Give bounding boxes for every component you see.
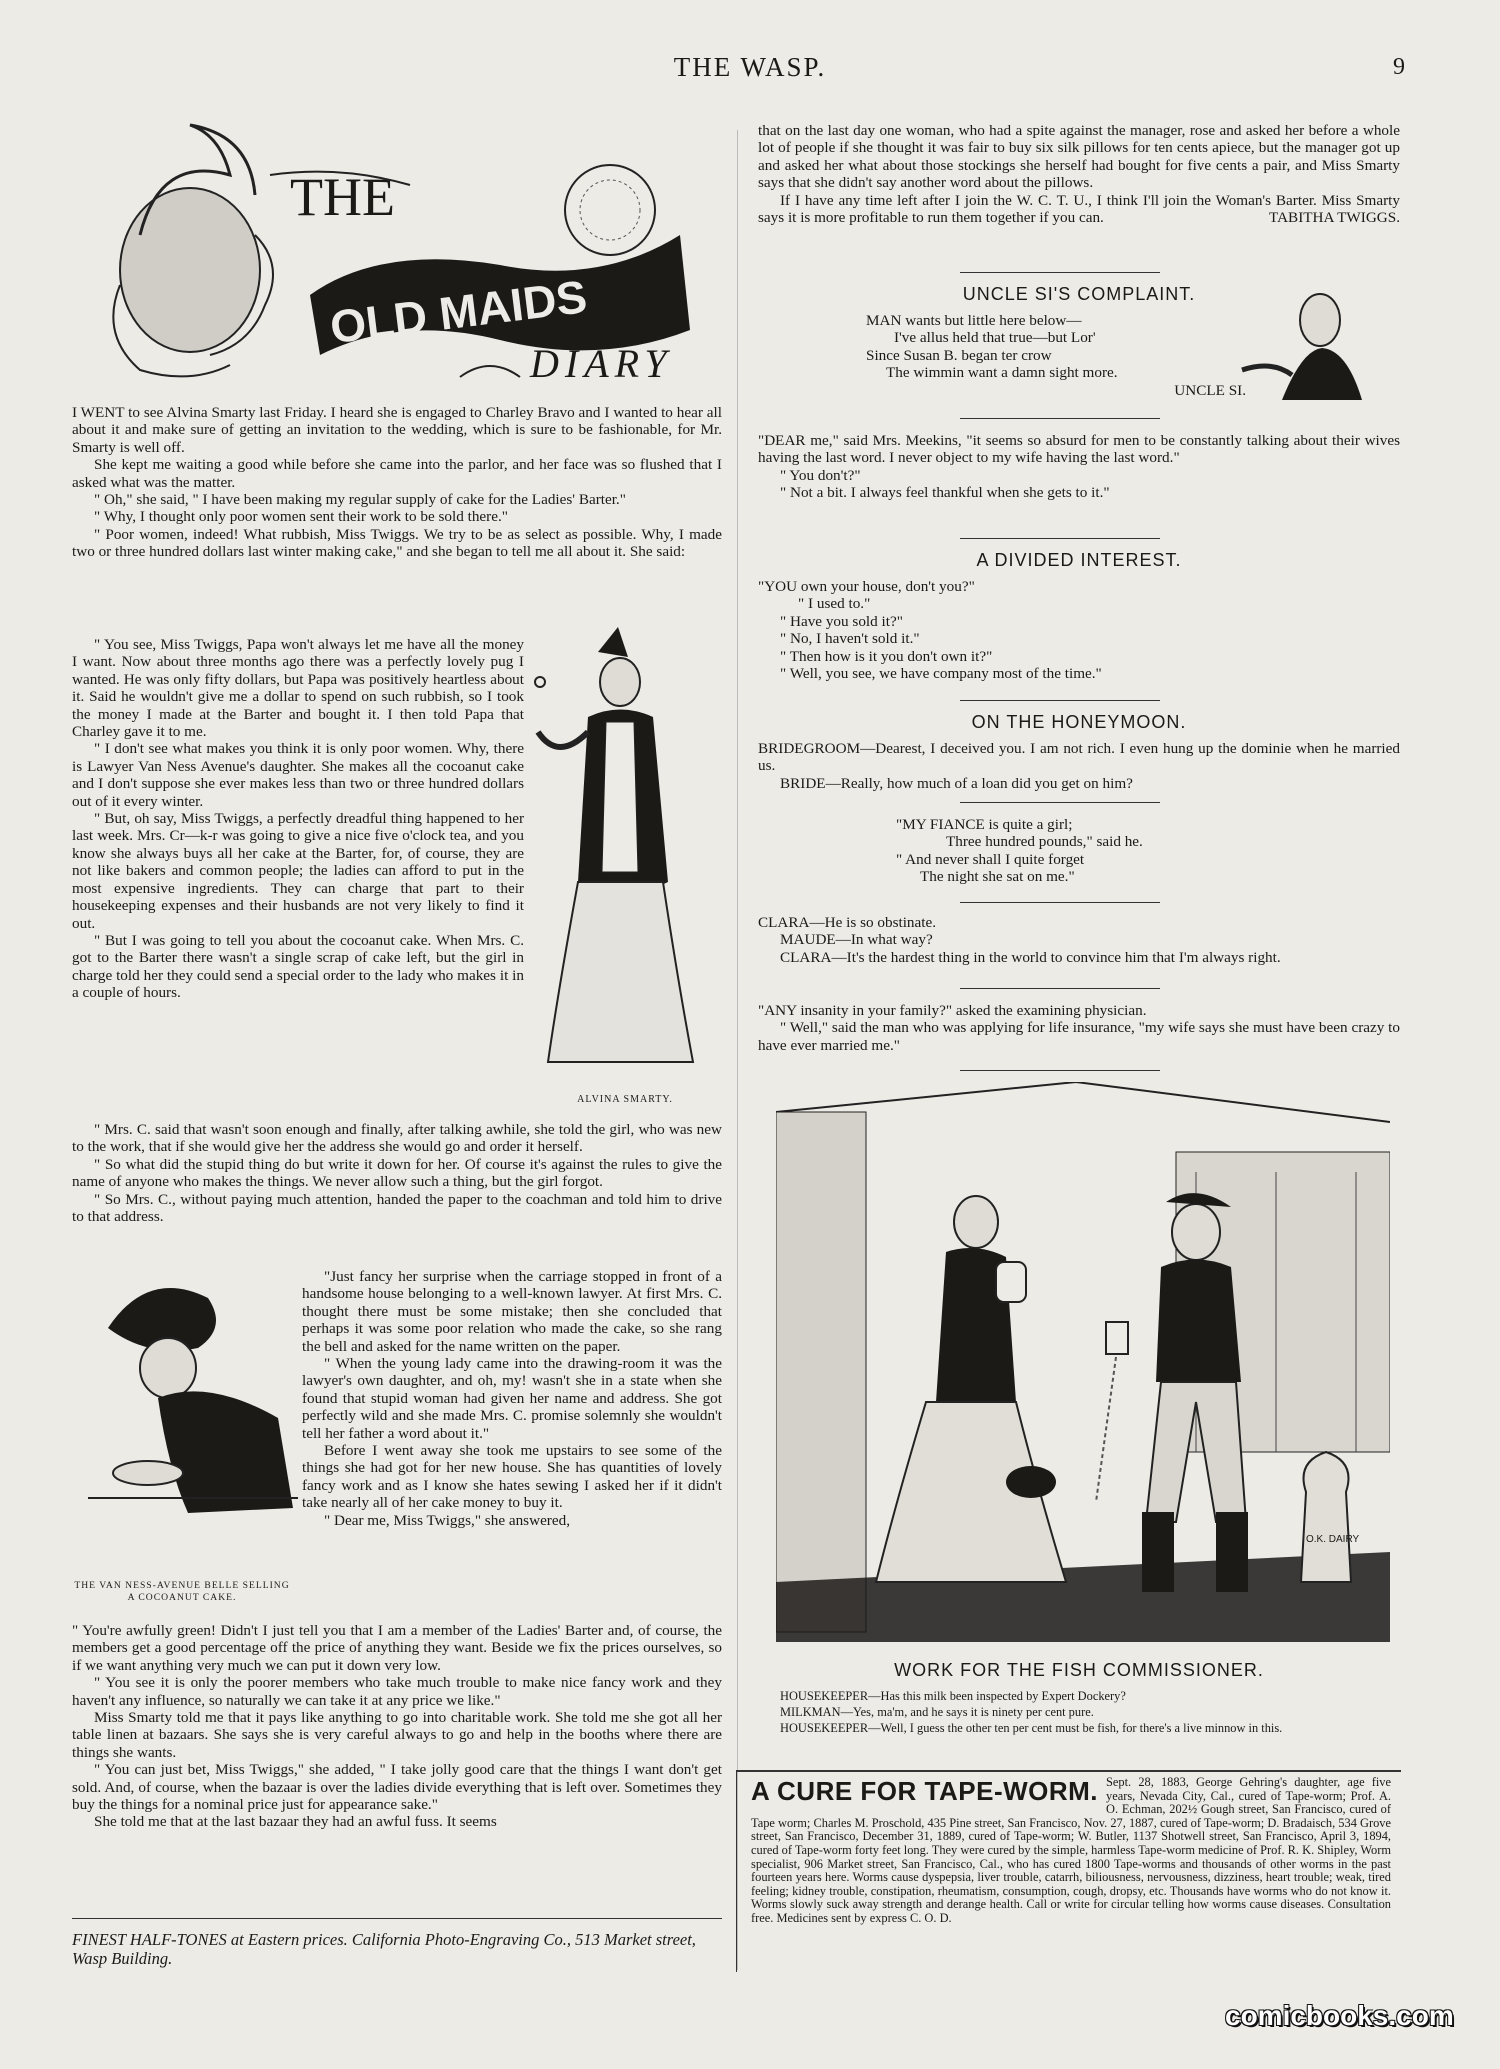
joke-line: " Well," said the man who was applying for life insurance, "my wife says she must have been crazy to have ever married me." [758,1019,1400,1054]
diary-paragraph: " You can just bet, Miss Twiggs," she added, " I take jolly good care that the things I want don't get sold. And, of course, when the bazaar is over the ladies divide everything that is left over. Sometimes they buy the things for a nominal price just for appearance sake." [72,1761,722,1814]
poem-line: Three hundred pounds," said he. [946,833,1143,851]
diary-paragraph: " I don't see what makes you think it is only poor women. Why, there is Lawyer Van Ness Avenue's daughter. She makes all the cocoanut cake and I don't suppose she ever makes less than two or three hundred dollars out of it every winter. [72,740,524,810]
insanity-joke [758,1002,1400,1054]
right-column [758,122,1400,227]
diary-paragraph: " You're awfully green! Didn't I just tell you that I am a member of the Ladies' Barter and, of course, the members get a good percentage off the price of anything they want. Beside we fix the prices ourselves, so if we want anything very much we can put it down very low. [72,1622,722,1674]
divided-interest-title: A DIVIDED INTEREST. [976,550,1182,570]
masthead-title-sub: DIARY [530,341,673,386]
divider-4 [960,700,1160,701]
diary-paragraph: " But, oh say, Miss Twiggs, a perfectly dreadful thing happened to her last week. Mrs. Cr—k-r was going to give a nice five o'clock tea, and you know she always buys all her cake at the Barter, for, of course, they are not like bakers and common people; the ladies can afford to put in the most expensive ingredients. They can charge that part to their housekeeping expenses and their husbands are not very likely to find it out. [72,810,524,932]
poem-line: " And never shall I quite forget [896,850,1085,868]
joke-line: " You don't?" [780,466,861,484]
diary-paragraph: " When the young lady came into the drawing-room it was the lawyer's own daughter, and oh, my! wasn't she in a state when she found that stupid woman had given her name and address. She got perfectly wild and she made Mrs. C. promise solemnly she wouldn't tell her father a word about it." [302,1355,722,1442]
watermark: comicbooks.com [1225,2000,1454,2031]
cartoon-dialog [758,1688,1400,1736]
caption-vanness: THE VAN NESS-AVENUE BELLE SELLING A COCOANUT CAKE. [74,1580,290,1603]
clara-joke [758,914,1400,966]
masthead [80,115,720,390]
honeymoon-title: ON THE HONEYMOON. [971,712,1187,732]
tapeworm-ad-body: Sept. 28, 1883, George Gehring's daughter, age five years, Nevada City, Cal., cured of Tape-worm; Prof. A. O. Echman, 202½ Gough street, San Francisco, cured of Tape worm; Charles M. Proschold, 435 Pine street, San Francisco, Nov. 27, 1887, cured of Tape-worm; D. Bradaisch, 534 Grove street, San Francisco, December 31, 1889, cured of Tape-worm; W. Butler, 1137 Shotwell street, San Francisco, April 3, 1894, cured of Tape-worm forty feet long. They were cured by the simple, harmless Tape-worm medicine of Prof. R. K. Shipley, Worm specialist, 906 Market street, San Francisco, Cal., who has cured 1800 Tape-worms and thousands of other worms in the past fourteen years here. Worms cause dyspepsia, liver trouble, catarrh, biliousness, nervousness, dizziness, heart trouble; weak, tired feeling; kidney trouble, constipation, rheumatism, consumption, cough, dropsy, etc. Thousands have worms who do not know it. Worms slowly suck away strength and derange health. Call or write for circular telling how worms cause diseases. Consultation free. Medicines sent by express C. O. D. [751,1775,1391,1925]
uncle-si-title: UNCLE SI'S COMPLAINT. [962,284,1196,304]
divider-1 [960,272,1160,273]
diary-paragraph: " You see it is only the poorer members who take much trouble to make nice fancy work and they haven't any influence, so naturally we can take it at any price we like." [72,1674,722,1709]
footer-halftone-ad: FINEST HALF-TONES at Eastern prices. California Photo-Engraving Co., 513 Market street, Wasp Building. [72,1930,696,1968]
diary-paragraph: Miss Smarty told me that it pays like anything to go into charitable work. She told me she got all her table linen at bazaars. She says she is very careful always to go and help in the booths where there are things she wants. [72,1709,722,1761]
diary-paragraph: " Poor women, indeed! What rubbish, Miss Twiggs. We try to be as select as possible. Why, I made two or three hundred dollars last winter making cake," and she began to tell me all about it. She said: [72,525,722,561]
masthead-title-top: THE [290,167,395,227]
cartoon-title: WORK FOR THE FISH COMMISSIONER. [894,1660,1264,1680]
divider-5 [960,802,1160,803]
joke-line: CLARA—He is so obstinate. [758,914,937,931]
joke-line: " Then how is it you don't own it?" [780,647,993,665]
diary-paragraph: " Mrs. C. said that wasn't soon enough and finally, after talking awhile, she told the girl, who was new to the work, that if she would give her the address she would go and order it herself. [72,1121,722,1156]
diary-opening [72,404,722,561]
diary-ending [72,1622,722,1831]
joke-line: "DEAR me," said Mrs. Meekins, "it seems so absurd for men to be constantly talking about their wives having the last word. I never object to my wife having the last word." [758,432,1400,467]
caption-alvina: ALVINA SMARTY. [577,1094,673,1105]
diary-paragraph: Before I went away she took me upstairs to see some of the things she had got for her new house. She has quantities of lovely fancy work and as I know she hates sewing I asked her if it didn't take nearly all of her cake money to buy it. [302,1442,722,1512]
poem-line: "MY FIANCE is quite a girl; [896,816,1073,833]
uncle-si-illustration [1232,290,1372,400]
diary-paragraph: She told me that at the last bazaar they had an awful fuss. It seems [94,1813,497,1831]
diary-paragraph: " But I was going to tell you about the cocoanut cake. When Mrs. C. got to the Barter there wasn't a single scrap of cake left, but the girl in charge told her they could send a special order to the lady who makes it in a couple of hours. [72,931,524,1002]
uncle-si-signature: UNCLE SI. [1174,381,1246,399]
joke-line: " Have you sold it?" [780,612,903,630]
divider-6 [960,902,1160,903]
tapeworm-ad-text [751,1776,1391,1926]
uncle-si-poem [866,312,1246,399]
fish-commissioner-cartoon [776,1082,1390,1642]
diary-paragraph: " Why, I thought only poor women sent their work to be sold there." [94,508,508,526]
alvina-illustration [528,622,708,1082]
tapeworm-ad-headline: A CURE FOR TAPE-WORM. [751,1776,1099,1806]
poem-line: The night she sat on me." [920,868,1075,886]
diary-continued: that on the last day one woman, who had a spite against the manager, rose and asked her before a whole lot of people if she thought it was fair to buy six silk pillows for ten cents apiece, but the manager got up and asked her what about those stockings she herself had bought for five cents a pair, and Miss Smarty says that she didn't say another word about the pillows. [758,122,1400,192]
dialog-line: MILKMAN—Yes, ma'm, and he says it is ninety per cent pure. [780,1705,1094,1719]
vanness-drawing [88,1268,298,1538]
diary-paragraph: " So Mrs. C., without paying much attention, handed the paper to the coachman and told him to drive to that address. [72,1190,722,1226]
dialog-line: HOUSEKEEPER—Has this milk been inspected by Expert Dockery? [780,1689,1126,1703]
joke-line: "ANY insanity in your family?" asked the examining physician. [758,1002,1147,1019]
joke-line: " No, I haven't sold it." [780,630,920,648]
footer-rule [72,1918,722,1919]
divider-3 [960,538,1160,539]
diary-paragraph: " So what did the stupid thing do but write it down for her. Of course it's against the rules to give the name of anyone who makes the things. We never allow such a thing, but the girl forgot. [72,1155,722,1191]
diary-paragraph: " You see, Miss Twiggs, Papa won't always let me have all the money I want. Now about three months ago there was a perfectly lovely pug I wanted. He was only fifty dollars, but Papa was positively heartless about it. Said he wouldn't give me a dollar to spend on such rubbish, so I took the money I made at the Barter and bought it. I then told Papa that Charley gave it to me. [72,636,524,741]
divider-2 [960,418,1160,419]
meekins-joke [758,432,1400,502]
poem-line: I've allus held that true—but Lor' [894,329,1096,347]
poem-line: The wimmin want a damn sight more. [886,364,1118,382]
poem-line: Since Susan B. began ter crow [866,346,1052,364]
diary-middle [72,1121,722,1225]
joke-line: " Not a bit. I always feel thankful when she gets to it." [780,484,1110,502]
masthead-illustration [80,115,720,390]
divider-7 [960,988,1160,989]
diary-continued: If I have any time left after I join the W. C. T. U., I think I'll join the Woman's Barter. Miss Smarty says it is more profitable to run them together if you can. [758,191,1400,227]
joke-line: " I used to." [798,595,871,613]
alvina-drawing [528,622,708,1082]
poem-line: MAN wants but little here below— [866,312,1082,329]
joke-line: " Well, you see, we have company most of the time." [780,665,1102,683]
diary-wrap-alvina [72,636,524,1002]
diary-paragraph: I WENT to see Alvina Smarty last Friday. I heard she is engaged to Charley Bravo and I wanted to hear all about it and make sure of getting an invitation to the wedding, which is sure to be fashionable, for Mr. Smarty is well off. [72,404,722,456]
page-header-title: THE WASP. [673,52,827,82]
joke-line: MAUDE—In what way? [780,931,933,949]
cartoon-drawing [776,1082,1390,1642]
dialog-line: HOUSEKEEPER—Well, I guess the other ten per cent must be fish, for there's a live minnow in this. [780,1721,1283,1735]
joke-line: BRIDEGROOM—Dearest, I deceived you. I am not rich. I even hung up the dominie when he married us. [758,740,1400,775]
column-divider [737,130,738,1970]
divided-interest-joke [758,578,1400,682]
honeymoon-joke [758,740,1400,792]
vanness-illustration [88,1268,298,1538]
diary-signature: TABITHA TWIGGS. [1269,209,1400,227]
uncle-si-drawing [1232,290,1372,400]
diary-paragraph: She kept me waiting a good while before she came into the parlor, and her face was so flushed that I asked what was the matter. [72,456,722,491]
milk-jug-label: O.K. DAIRY [1306,1534,1360,1545]
diary-wrap-vanness [302,1268,722,1529]
tapeworm-ad [736,1770,1401,1972]
diary-paragraph: " Dear me, Miss Twiggs," she answered, [324,1511,570,1529]
masthead-title-main: OLD MAIDS [327,270,590,354]
divider-8 [960,1070,1160,1071]
fiance-poem [896,816,1296,886]
page-number: 9 [1393,54,1405,80]
joke-line: "YOU own your house, don't you?" [758,578,975,595]
joke-line: BRIDE—Really, how much of a loan did you get on him? [780,774,1133,792]
diary-paragraph: " Oh," she said, " I have been making my regular supply of cake for the Ladies' Barter." [94,491,626,509]
joke-line: CLARA—It's the hardest thing in the world to convince him that I'm always right. [780,948,1281,966]
diary-paragraph: "Just fancy her surprise when the carriage stopped in front of a handsome house belonging to a well-known lawyer. At first Mrs. C. thought there must be some mistake; then she concluded that perhaps it was some poor relation who made the cake, so she rang the bell and asked for the name written on the paper. [302,1268,722,1355]
